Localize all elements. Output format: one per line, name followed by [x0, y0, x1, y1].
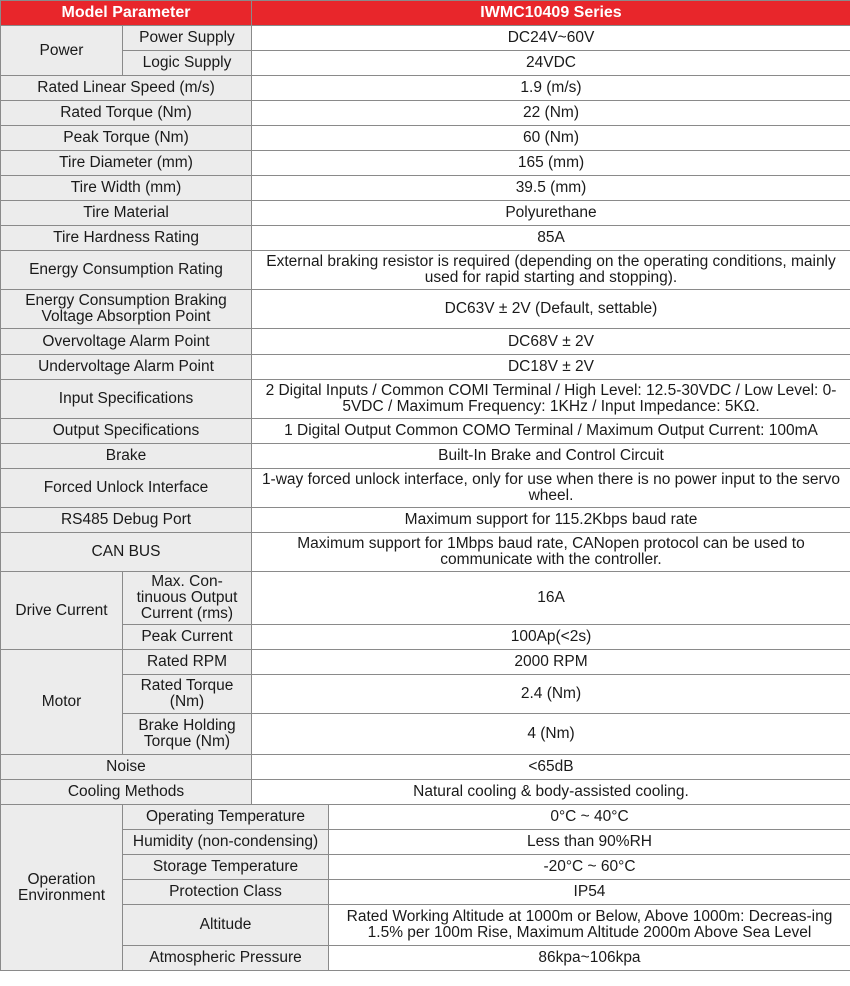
storage-temp-label: Storage Temperature — [123, 855, 329, 880]
power-supply-label: Power Supply — [123, 26, 252, 51]
table-row — [1, 76, 850, 101]
environment-label: Operation Environment — [1, 805, 123, 971]
table-row — [1, 714, 850, 755]
header-param: Model Parameter — [1, 1, 252, 26]
table-row — [1, 780, 850, 805]
table-row — [1, 508, 850, 533]
table-row — [1, 805, 850, 830]
can-bus-value: Maximum support for 1Mbps baud rate, CANopen protocol can be used to communicate with the controller. — [252, 533, 850, 572]
input-spec-value: 2 Digital Inputs / Common COMI Terminal / High Level: 12.5-30VDC / Low Level: 0-5VDC / Maximum Frequency: 1KHz / Input Impedance: 5KΩ. — [252, 380, 850, 419]
rs485-value: Maximum support for 115.2Kbps baud rate — [252, 508, 850, 533]
table-row — [1, 226, 850, 251]
table-row — [1, 176, 850, 201]
table-row — [1, 26, 850, 51]
logic-supply-label: Logic Supply — [123, 51, 252, 76]
table-row — [1, 419, 850, 444]
table-row — [1, 830, 850, 855]
table-row — [1, 572, 850, 625]
table-row — [1, 355, 850, 380]
rated-torque-value: 22 (Nm) — [252, 101, 850, 126]
noise-label: Noise — [1, 755, 252, 780]
energy-braking-label: Energy Consumption Braking Voltage Absorption Point — [1, 290, 252, 329]
overvoltage-value: DC68V ± 2V — [252, 329, 850, 355]
output-spec-label: Output Specifications — [1, 419, 252, 444]
pressure-label: Atmospheric Pressure — [123, 946, 329, 971]
brake-holding-value: 4 (Nm) — [252, 714, 850, 755]
rated-rpm-label: Rated RPM — [123, 650, 252, 675]
can-bus-label: CAN BUS — [1, 533, 252, 572]
noise-value: <65dB — [252, 755, 850, 780]
undervoltage-value: DC18V ± 2V — [252, 355, 850, 380]
humidity-value: Less than 90%RH — [329, 830, 850, 855]
table-row — [1, 905, 850, 946]
cooling-label: Cooling Methods — [1, 780, 252, 805]
rs485-label: RS485 Debug Port — [1, 508, 252, 533]
output-spec-value: 1 Digital Output Common COMO Terminal / Maximum Output Current: 100mA — [252, 419, 850, 444]
power-label: Power — [1, 26, 123, 76]
protection-class-label: Protection Class — [123, 880, 329, 905]
peak-current-label: Peak Current — [123, 625, 252, 650]
brake-value: Built-In Brake and Control Circuit — [252, 444, 850, 469]
table-row — [1, 101, 850, 126]
table-row — [1, 380, 850, 419]
header-series: IWMC10409 Series — [252, 1, 850, 26]
tire-width-label: Tire Width (mm) — [1, 176, 252, 201]
power-supply-value: DC24V~60V — [252, 26, 850, 51]
motor-label: Motor — [1, 650, 123, 755]
rated-torque-label: Rated Torque (Nm) — [1, 101, 252, 126]
table-row — [1, 946, 850, 971]
altitude-label: Altitude — [123, 905, 329, 946]
speed-label: Rated Linear Speed (m/s) — [1, 76, 252, 101]
tire-hardness-label: Tire Hardness Rating — [1, 226, 252, 251]
table-row — [1, 151, 850, 176]
table-row — [1, 444, 850, 469]
cooling-value: Natural cooling & body-assisted cooling. — [252, 780, 850, 805]
energy-rating-label: Energy Consumption Rating — [1, 251, 252, 290]
energy-rating-value: External braking resistor is required (depending on the operating conditions, mainly used for rapid starting and stopping). — [252, 251, 850, 290]
humidity-label: Humidity (non-condensing) — [123, 830, 329, 855]
tire-width-value: 39.5 (mm) — [252, 176, 850, 201]
forced-unlock-label: Forced Unlock Interface — [1, 469, 252, 508]
table-row — [1, 201, 850, 226]
altitude-value: Rated Working Altitude at 1000m or Below, Above 1000m: Decreas-ing 1.5% per 100m Rise, Maximum Altitude 2000m Above Sea Level — [329, 905, 850, 946]
protection-class-value: IP54 — [329, 880, 850, 905]
speed-value: 1.9 (m/s) — [252, 76, 850, 101]
peak-torque-value: 60 (Nm) — [252, 126, 850, 151]
forced-unlock-value: 1-way forced unlock interface, only for use when there is no power input to the servo wheel. — [252, 469, 850, 508]
table-row — [1, 675, 850, 714]
input-spec-label: Input Specifications — [1, 380, 252, 419]
pressure-value: 86kpa~106kpa — [329, 946, 850, 971]
table-row — [1, 755, 850, 780]
motor-rated-torque-label: Rated Torque (Nm) — [123, 675, 252, 714]
peak-torque-label: Peak Torque (Nm) — [1, 126, 252, 151]
op-temp-label: Operating Temperature — [123, 805, 329, 830]
table-row — [1, 251, 850, 290]
rated-rpm-value: 2000 RPM — [252, 650, 850, 675]
continuous-current-label: Max. Con-tinuous Output Current (rms) — [123, 572, 252, 625]
table-row — [1, 329, 850, 355]
brake-label: Brake — [1, 444, 252, 469]
table-row — [1, 126, 850, 151]
storage-temp-value: -20°C ~ 60°C — [329, 855, 850, 880]
tire-diameter-value: 165 (mm) — [252, 151, 850, 176]
table-row — [1, 51, 850, 76]
undervoltage-label: Undervoltage Alarm Point — [1, 355, 252, 380]
motor-rated-torque-value: 2.4 (Nm) — [252, 675, 850, 714]
op-temp-value: 0°C ~ 40°C — [329, 805, 850, 830]
tire-hardness-value: 85A — [252, 226, 850, 251]
tire-material-label: Tire Material — [1, 201, 252, 226]
drive-current-label: Drive Current — [1, 572, 123, 650]
tire-diameter-label: Tire Diameter (mm) — [1, 151, 252, 176]
energy-braking-value: DC63V ± 2V (Default, settable) — [252, 290, 850, 329]
table-row — [1, 855, 850, 880]
table-row — [1, 533, 850, 572]
table-row — [1, 880, 850, 905]
table-row — [1, 290, 850, 329]
table-row — [1, 650, 850, 675]
table-row — [1, 625, 850, 650]
logic-supply-value: 24VDC — [252, 51, 850, 76]
peak-current-value: 100Ap(<2s) — [252, 625, 850, 650]
header-row — [1, 1, 850, 26]
brake-holding-label: Brake Holding Torque (Nm) — [123, 714, 252, 755]
table-row — [1, 469, 850, 508]
overvoltage-label: Overvoltage Alarm Point — [1, 329, 252, 355]
tire-material-value: Polyurethane — [252, 201, 850, 226]
continuous-current-value: 16A — [252, 572, 850, 625]
